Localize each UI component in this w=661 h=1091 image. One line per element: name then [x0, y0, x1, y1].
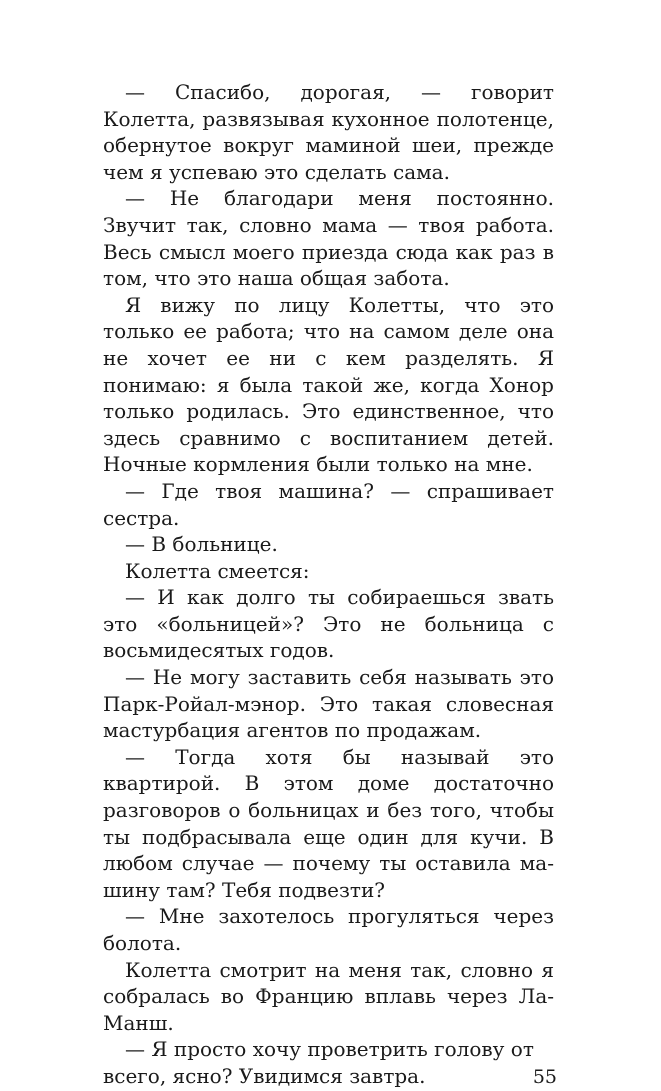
paragraph: — Спасибо, дорогая, — говорит Колетта, развязывая кухонное полотенце, обернутое вокруг маминой шеи, прежде чем я успеваю это сделать сама. — [103, 80, 554, 184]
paragraph: — Тогда хотя бы называй это квартирой. В этом доме достаточно разговоров о больницах и без того, чтобы ты подбрасывала еще один для кучи. В любом случае — почему ты оставила машину там? Тебя подвезти? — [103, 744, 554, 902]
paragraph: — Я просто хочу проветрить голову от — [125, 1037, 534, 1062]
paragraph: — В больнице. — [125, 532, 278, 557]
paragraph: — Мне захотелось прогуляться через болота. — [103, 904, 554, 955]
last-line-text: всего, ясно? Увидимся завтра. — [103, 1063, 426, 1088]
paragraph: Я вижу по лицу Колетты, что это только ее работа; что на самом деле она не хочет ее ни с кем разделять. Я понимаю: я была такой же, когда Хонор только родилась. Это единственное, что здесь сравнимо с воспитанием детей. Ночные кормления были только на мне. — [103, 292, 554, 477]
book-page — [103, 79, 557, 1091]
paragraph: — Не благодари меня постоянно. Звучит так, словно мама — твоя работа. Весь смысл моего приезда сюда как раз в том, что это наша общая забота. — [103, 186, 554, 291]
paragraph: Колетта смотрит на меня так, словно я собралась во Францию вплавь через Ла-Манш. — [103, 957, 554, 1035]
paragraph: — Не могу заставить себя называть это Парк-Ройал-мэнор. Это такая словесная мастурбация агентов по продажам. — [103, 665, 554, 743]
paragraph: — Где твоя машина? — спрашивает сестра. — [103, 478, 554, 530]
paragraph: Колетта смеется: — [125, 558, 310, 583]
last-line — [103, 1063, 557, 1091]
paragraph: — И как долго ты собираешься звать это «больницей»? Это не больница с восьмидесятых годов. — [103, 585, 554, 663]
page-number: 55 — [532, 1065, 557, 1088]
